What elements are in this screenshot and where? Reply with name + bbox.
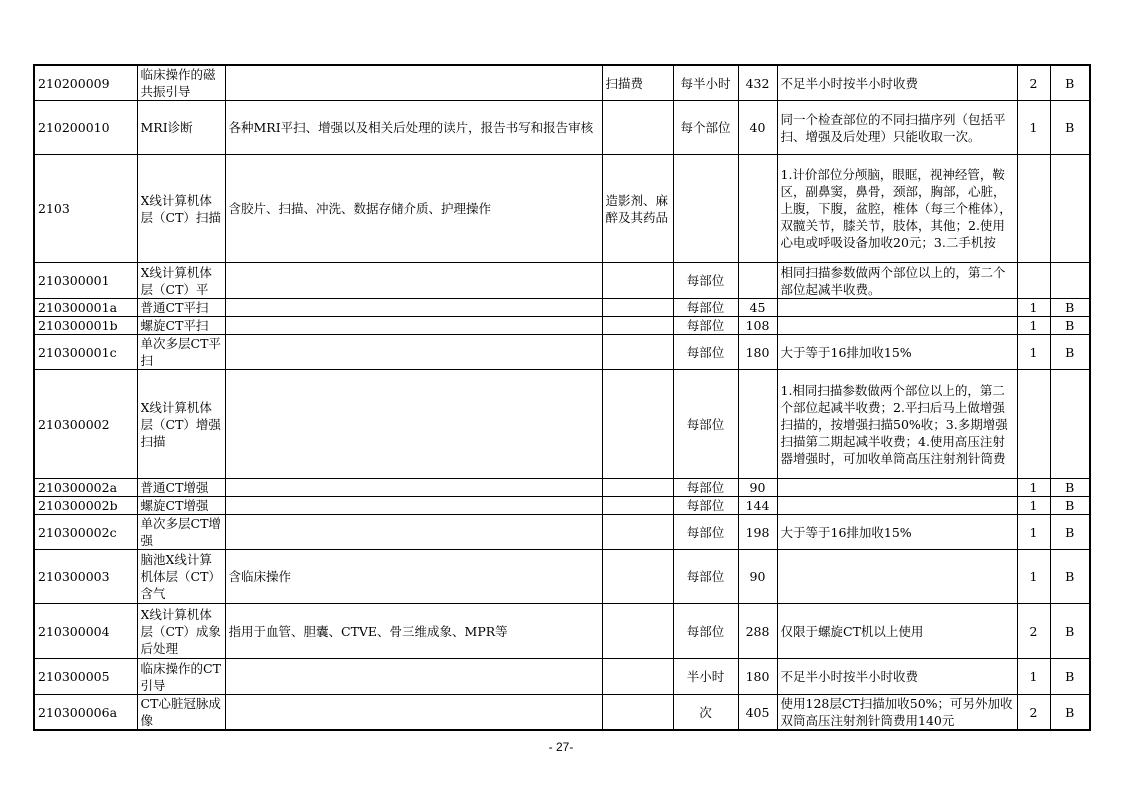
excluded-items: 扫描费 [602, 65, 673, 101]
table-row [34, 479, 1090, 497]
item-name: 螺旋CT平扫 [137, 317, 225, 335]
category-number [1017, 263, 1050, 299]
category-number: 1 [1017, 550, 1050, 604]
remark: 不足半小时按半小时收费 [777, 659, 1017, 695]
price: 90 [738, 479, 777, 497]
excluded-items [602, 370, 673, 479]
item-name: X线计算机体层（CT）扫描 [137, 155, 225, 263]
table-row [34, 515, 1090, 550]
charge-unit: 半小时 [673, 659, 738, 695]
item-code: 210300002b [34, 497, 137, 515]
item-content: 含临床操作 [225, 550, 602, 604]
category-class: B [1050, 335, 1090, 370]
item-code: 210300006a [34, 695, 137, 731]
table-row [34, 659, 1090, 695]
table-row [34, 335, 1090, 370]
item-content [225, 263, 602, 299]
item-code: 210300001b [34, 317, 137, 335]
item-name: 临床操作的磁共振引导 [137, 65, 225, 101]
category-number: 1 [1017, 659, 1050, 695]
category-number: 2 [1017, 65, 1050, 101]
item-code: 210300004 [34, 604, 137, 659]
price: 180 [738, 335, 777, 370]
charge-unit: 每部位 [673, 604, 738, 659]
item-code: 210200009 [34, 65, 137, 101]
item-code: 210300001a [34, 299, 137, 317]
excluded-items [602, 299, 673, 317]
category-number: 1 [1017, 479, 1050, 497]
table-row [34, 550, 1090, 604]
category-class: B [1050, 695, 1090, 731]
category-number [1017, 370, 1050, 479]
category-class: B [1050, 479, 1090, 497]
remark [777, 497, 1017, 515]
charge-unit: 每部位 [673, 550, 738, 604]
remark [777, 299, 1017, 317]
item-code: 210200010 [34, 101, 137, 155]
item-name: 脑池X线计算机体层（CT）含气 [137, 550, 225, 604]
item-code: 210300005 [34, 659, 137, 695]
price: 180 [738, 659, 777, 695]
item-code: 210300001c [34, 335, 137, 370]
charge-unit: 每部位 [673, 515, 738, 550]
category-number [1017, 155, 1050, 263]
table-row [34, 65, 1090, 101]
remark [777, 550, 1017, 604]
charge-unit: 每部位 [673, 335, 738, 370]
category-number: 1 [1017, 497, 1050, 515]
item-content [225, 65, 602, 101]
item-content: 含胶片、扫描、冲洗、数据存储介质、护理操作 [225, 155, 602, 263]
category-number: 1 [1017, 515, 1050, 550]
category-number: 1 [1017, 317, 1050, 335]
item-name: 螺旋CT增强 [137, 497, 225, 515]
item-content: 指用于血管、胆囊、CTVE、骨三维成象、MPR等 [225, 604, 602, 659]
category-class [1050, 263, 1090, 299]
table-row [34, 695, 1090, 731]
category-class: B [1050, 497, 1090, 515]
price: 108 [738, 317, 777, 335]
category-number: 1 [1017, 299, 1050, 317]
item-name: 普通CT平扫 [137, 299, 225, 317]
category-class: B [1050, 299, 1090, 317]
remark [777, 479, 1017, 497]
excluded-items [602, 550, 673, 604]
item-content [225, 317, 602, 335]
page-number: - 27- [548, 740, 574, 754]
charge-unit: 次 [673, 695, 738, 731]
charge-unit: 每部位 [673, 317, 738, 335]
category-number: 1 [1017, 101, 1050, 155]
item-code: 210300002a [34, 479, 137, 497]
category-class: B [1050, 659, 1090, 695]
table-row [34, 155, 1090, 263]
item-code: 210300002c [34, 515, 137, 550]
price: 405 [738, 695, 777, 731]
item-content [225, 335, 602, 370]
excluded-items [602, 659, 673, 695]
charge-unit: 每部位 [673, 370, 738, 479]
price: 40 [738, 101, 777, 155]
excluded-items [602, 695, 673, 731]
remark: 大于等于16排加收15% [777, 515, 1017, 550]
item-code: 210300002 [34, 370, 137, 479]
remark: 1.相同扫描参数做两个部位以上的，第二个部位起减半收费；2.平扫后马上做增强扫描的，按增强扫描50%收；3.多期增强扫描第二期起减半收费；4.使用高压注射器增强时，可加收单筒高压注射剂针筒费 [777, 370, 1017, 479]
item-name: 临床操作的CT引导 [137, 659, 225, 695]
charge-unit: 每部位 [673, 263, 738, 299]
remark: 使用128层CT扫描加收50%；可另外加收双筒高压注射剂针筒费用140元 [777, 695, 1017, 731]
category-class: B [1050, 65, 1090, 101]
item-name: MRI诊断 [137, 101, 225, 155]
price: 45 [738, 299, 777, 317]
item-code: 210300001 [34, 263, 137, 299]
category-number: 1 [1017, 335, 1050, 370]
charge-unit: 每部位 [673, 299, 738, 317]
category-class: B [1050, 604, 1090, 659]
item-name: 单次多层CT增强 [137, 515, 225, 550]
item-name: 单次多层CT平扫 [137, 335, 225, 370]
price: 288 [738, 604, 777, 659]
remark [777, 317, 1017, 335]
price [738, 370, 777, 479]
category-class [1050, 155, 1090, 263]
excluded-items [602, 479, 673, 497]
excluded-items [602, 263, 673, 299]
excluded-items [602, 101, 673, 155]
item-content [225, 659, 602, 695]
item-name: 普通CT增强 [137, 479, 225, 497]
category-class [1050, 370, 1090, 479]
excluded-items: 造影剂、麻醉及其药品 [602, 155, 673, 263]
item-name: X线计算机体层（CT）成象后处理 [137, 604, 225, 659]
table-row [34, 101, 1090, 155]
item-content [225, 515, 602, 550]
item-content [225, 479, 602, 497]
table-row [34, 299, 1090, 317]
charge-unit [673, 155, 738, 263]
price [738, 155, 777, 263]
item-code: 210300003 [34, 550, 137, 604]
charge-unit: 每部位 [673, 497, 738, 515]
price: 90 [738, 550, 777, 604]
category-class: B [1050, 101, 1090, 155]
price: 432 [738, 65, 777, 101]
remark: 大于等于16排加收15% [777, 335, 1017, 370]
excluded-items [602, 604, 673, 659]
price: 144 [738, 497, 777, 515]
table-row [34, 370, 1090, 479]
charge-unit: 每半小时 [673, 65, 738, 101]
category-class: B [1050, 515, 1090, 550]
category-number: 2 [1017, 604, 1050, 659]
item-name: X线计算机体层（CT）平 [137, 263, 225, 299]
item-content [225, 695, 602, 731]
item-name: X线计算机体层（CT）增强扫描 [137, 370, 225, 479]
price [738, 263, 777, 299]
remark: 同一个检查部位的不同扫描序列（包括平扫、增强及后处理）只能收取一次。 [777, 101, 1017, 155]
charge-unit: 每部位 [673, 479, 738, 497]
remark: 1.计价部位分颅脑，眼眶，视神经管，鞍区，副鼻窦，鼻骨，颈部，胸部，心脏，上腹，下腹，盆腔，椎体（每三个椎体），双髋关节，膝关节，肢体，其他；2.使用心电或呼吸设备加收20元；3.二手机按 [777, 155, 1017, 263]
table-row [34, 263, 1090, 299]
price-table [33, 64, 1091, 731]
item-content [225, 370, 602, 479]
excluded-items [602, 317, 673, 335]
excluded-items [602, 335, 673, 370]
excluded-items [602, 497, 673, 515]
remark: 相同扫描参数做两个部位以上的，第二个部位起减半收费。 [777, 263, 1017, 299]
category-class: B [1050, 550, 1090, 604]
item-code: 2103 [34, 155, 137, 263]
category-class: B [1050, 317, 1090, 335]
category-number: 2 [1017, 695, 1050, 731]
item-content [225, 299, 602, 317]
table-row [34, 317, 1090, 335]
price: 198 [738, 515, 777, 550]
excluded-items [602, 515, 673, 550]
item-content: 各种MRI平扫、增强以及相关后处理的读片，报告书写和报告审核 [225, 101, 602, 155]
remark: 仅限于螺旋CT机以上使用 [777, 604, 1017, 659]
remark: 不足半小时按半小时收费 [777, 65, 1017, 101]
item-name: CT心脏冠脉成像 [137, 695, 225, 731]
charge-unit: 每个部位 [673, 101, 738, 155]
table-row [34, 604, 1090, 659]
table-row [34, 497, 1090, 515]
item-content [225, 497, 602, 515]
